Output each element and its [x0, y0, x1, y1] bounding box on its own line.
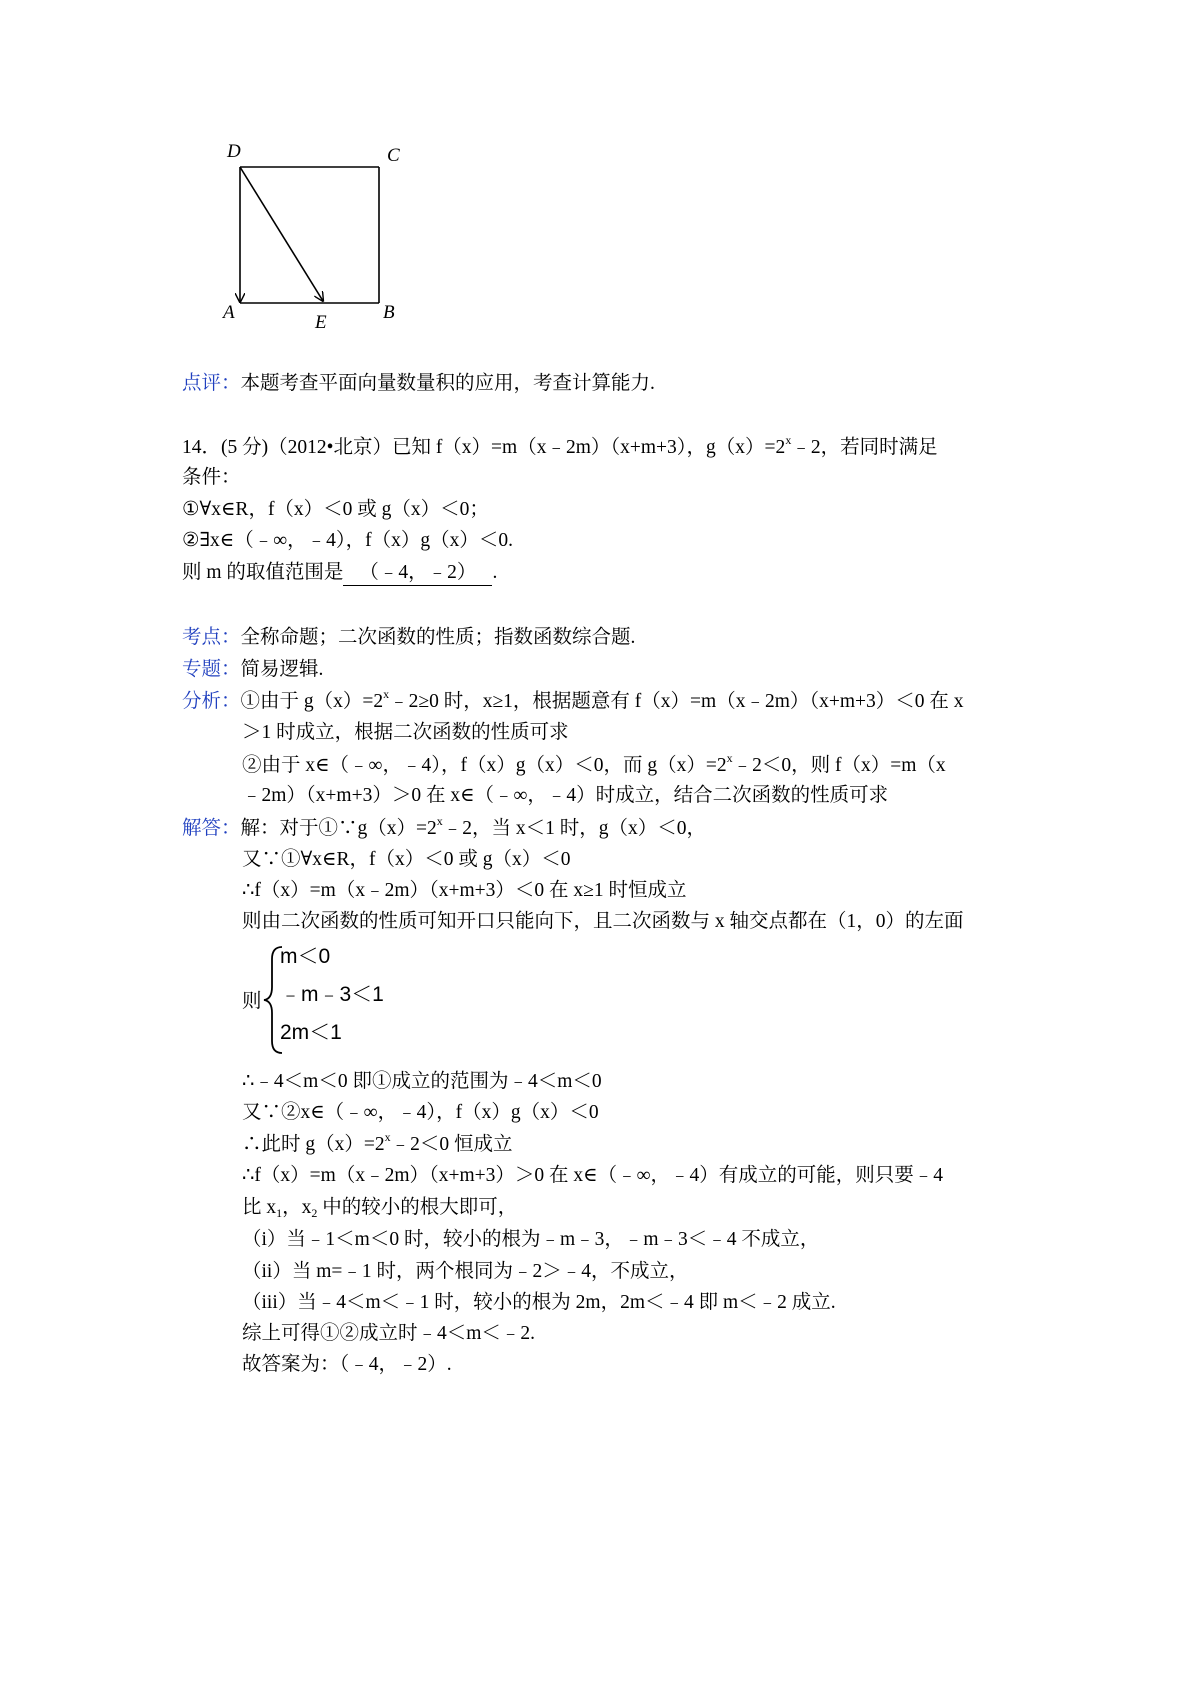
case-ii: （ii）当 m=﹣1 时，两个根同为﹣2＞﹣4，不成立， [242, 1261, 689, 1282]
kaodian-text: 全称命题；二次函数的性质；指数函数综合题. [240, 627, 636, 648]
problem-text: ﹣2，若同时满足 [791, 437, 938, 458]
jieda-label: 解答 [182, 818, 222, 839]
jieda-line-8: ∴f（x）=m（x﹣2m）（x+m+3）＞0 在 x∈（﹣∞，﹣4）有成立的可能，则只要﹣4 [242, 1165, 943, 1186]
problem-line-2: 条件： [182, 467, 241, 488]
case-iii: （iii）当﹣4＜m＜﹣1 时，较小的根为 2m，2m＜﹣4 即 m＜﹣2 成立. [242, 1292, 836, 1313]
subscript: 1 [276, 1206, 283, 1220]
system-line-1: m＜0 [280, 945, 331, 968]
jieda-line-5: ∴﹣4＜m＜0 即①成立的范围为﹣4＜m＜0 [242, 1071, 602, 1092]
condition-2: ②∃x∈（﹣∞，﹣4），f（x）g（x）＜0. [182, 530, 514, 551]
fenxi-sep: ： [221, 691, 241, 712]
subscript: 2 [311, 1206, 318, 1220]
zhuanti-line [182, 658, 323, 682]
jieda-line-4: 则由二次函数的性质可知开口只能向下，且二次函数与 x 轴交点都在（1，0）的左面 [242, 911, 964, 932]
jieda-line-9 [242, 1196, 517, 1220]
square-diagram [223, 141, 426, 348]
problem-line-1 [182, 433, 938, 460]
square-figure [223, 141, 426, 348]
review-sep: ： [221, 373, 241, 394]
kaodian-line [182, 626, 635, 650]
label-b: B [383, 302, 395, 323]
jieda-text: 中的较小的根大即可， [317, 1197, 518, 1218]
fenxi-line-3 [242, 751, 946, 778]
condition-1: ①∀x∈R，f（x）＜0 或 g（x）＜0； [182, 499, 489, 520]
jieda-line-6: 又∵②x∈（﹣∞，﹣4），f（x）g（x）＜0 [242, 1102, 599, 1123]
fenxi-text: ②由于 x∈（﹣∞，﹣4），f（x）g（x）＜0，而 g（x）=2 [242, 755, 727, 776]
answer-blank: （﹣4，﹣2） [343, 561, 492, 586]
label-a: A [223, 302, 235, 323]
jieda-text: ∴此时 g（x）=2 [242, 1134, 385, 1155]
problem-question [182, 561, 497, 586]
fenxi-label: 分析 [182, 691, 222, 712]
system-line-3: 2m＜1 [280, 1021, 342, 1044]
jieda-line-2: 又∵①∀x∈R，f（x）＜0 或 g（x）＜0 [242, 849, 571, 870]
inequality-system [262, 945, 422, 1055]
question-end: . [492, 562, 498, 583]
zhuanti-label: 专题 [182, 659, 222, 680]
jieda-line-3: ∴f（x）=m（x﹣2m）（x+m+3）＜0 在 x≥1 时恒成立 [242, 880, 687, 901]
fenxi-text: ①由于 g（x）=2 [240, 691, 384, 712]
zhuanti-text: 简易逻辑. [240, 659, 324, 680]
exponent: x [383, 687, 390, 701]
review-label: 点评 [182, 373, 222, 394]
exponent: x [726, 751, 733, 765]
label-e: E [315, 312, 327, 333]
problem-text: 14．(5 分)（2012•北京）已知 f（x）=m（x﹣2m）（x+m+3），g（x）=2 [182, 437, 786, 458]
fenxi-line-4: ﹣2m）（x+m+3）＞0 在 x∈（﹣∞，﹣4）时成立，结合二次函数的性质可求 [242, 785, 889, 806]
review-text: 本题考查平面向量数量积的应用，考查计算能力. [240, 373, 655, 394]
fenxi-text: ﹣2＜0，则 f（x）=m（x [732, 755, 946, 776]
label-c: C [387, 145, 400, 166]
kaodian-sep: ： [221, 627, 241, 648]
conclusion: 综上可得①②成立时﹣4＜m＜﹣2. [242, 1323, 536, 1344]
exponent: x [384, 1130, 391, 1144]
exponent: x [436, 814, 443, 828]
ze-label: 则 [242, 991, 262, 1012]
label-d: D [227, 141, 241, 162]
question-text: 则 m 的取值范围是 [182, 562, 344, 583]
jieda-text: 解：对于①∵g（x）=2 [240, 818, 437, 839]
system-line-2: ﹣m﹣3＜1 [280, 983, 384, 1006]
final-answer: 故答案为：（﹣4，﹣2）. [242, 1354, 452, 1375]
fenxi-line-1 [182, 687, 964, 714]
review-line [182, 372, 655, 396]
fenxi-text: ﹣2≥0 时，x≥1，根据题意有 f（x）=m（x﹣2m）（x+m+3）＜0 在 x [389, 691, 964, 712]
case-i: （i）当﹣1＜m＜0 时，较小的根为﹣m﹣3，﹣m﹣3＜﹣4 不成立， [242, 1229, 820, 1250]
jieda-sep: ： [221, 818, 241, 839]
jieda-text: 比 x [242, 1197, 277, 1218]
jieda-line-7 [242, 1130, 513, 1157]
vector-de [240, 167, 323, 301]
fenxi-line-2: ＞1 时成立，根据二次函数的性质可求 [242, 722, 569, 743]
exponent: x [785, 433, 792, 447]
kaodian-label: 考点 [182, 627, 222, 648]
jieda-text: ，x [282, 1197, 312, 1218]
zhuanti-sep: ： [221, 659, 241, 680]
jieda-text: ﹣2＜0 恒成立 [390, 1134, 513, 1155]
jieda-text: ﹣2，当 x＜1 时，g（x）＜0， [442, 818, 707, 839]
jieda-line-1 [182, 814, 707, 841]
